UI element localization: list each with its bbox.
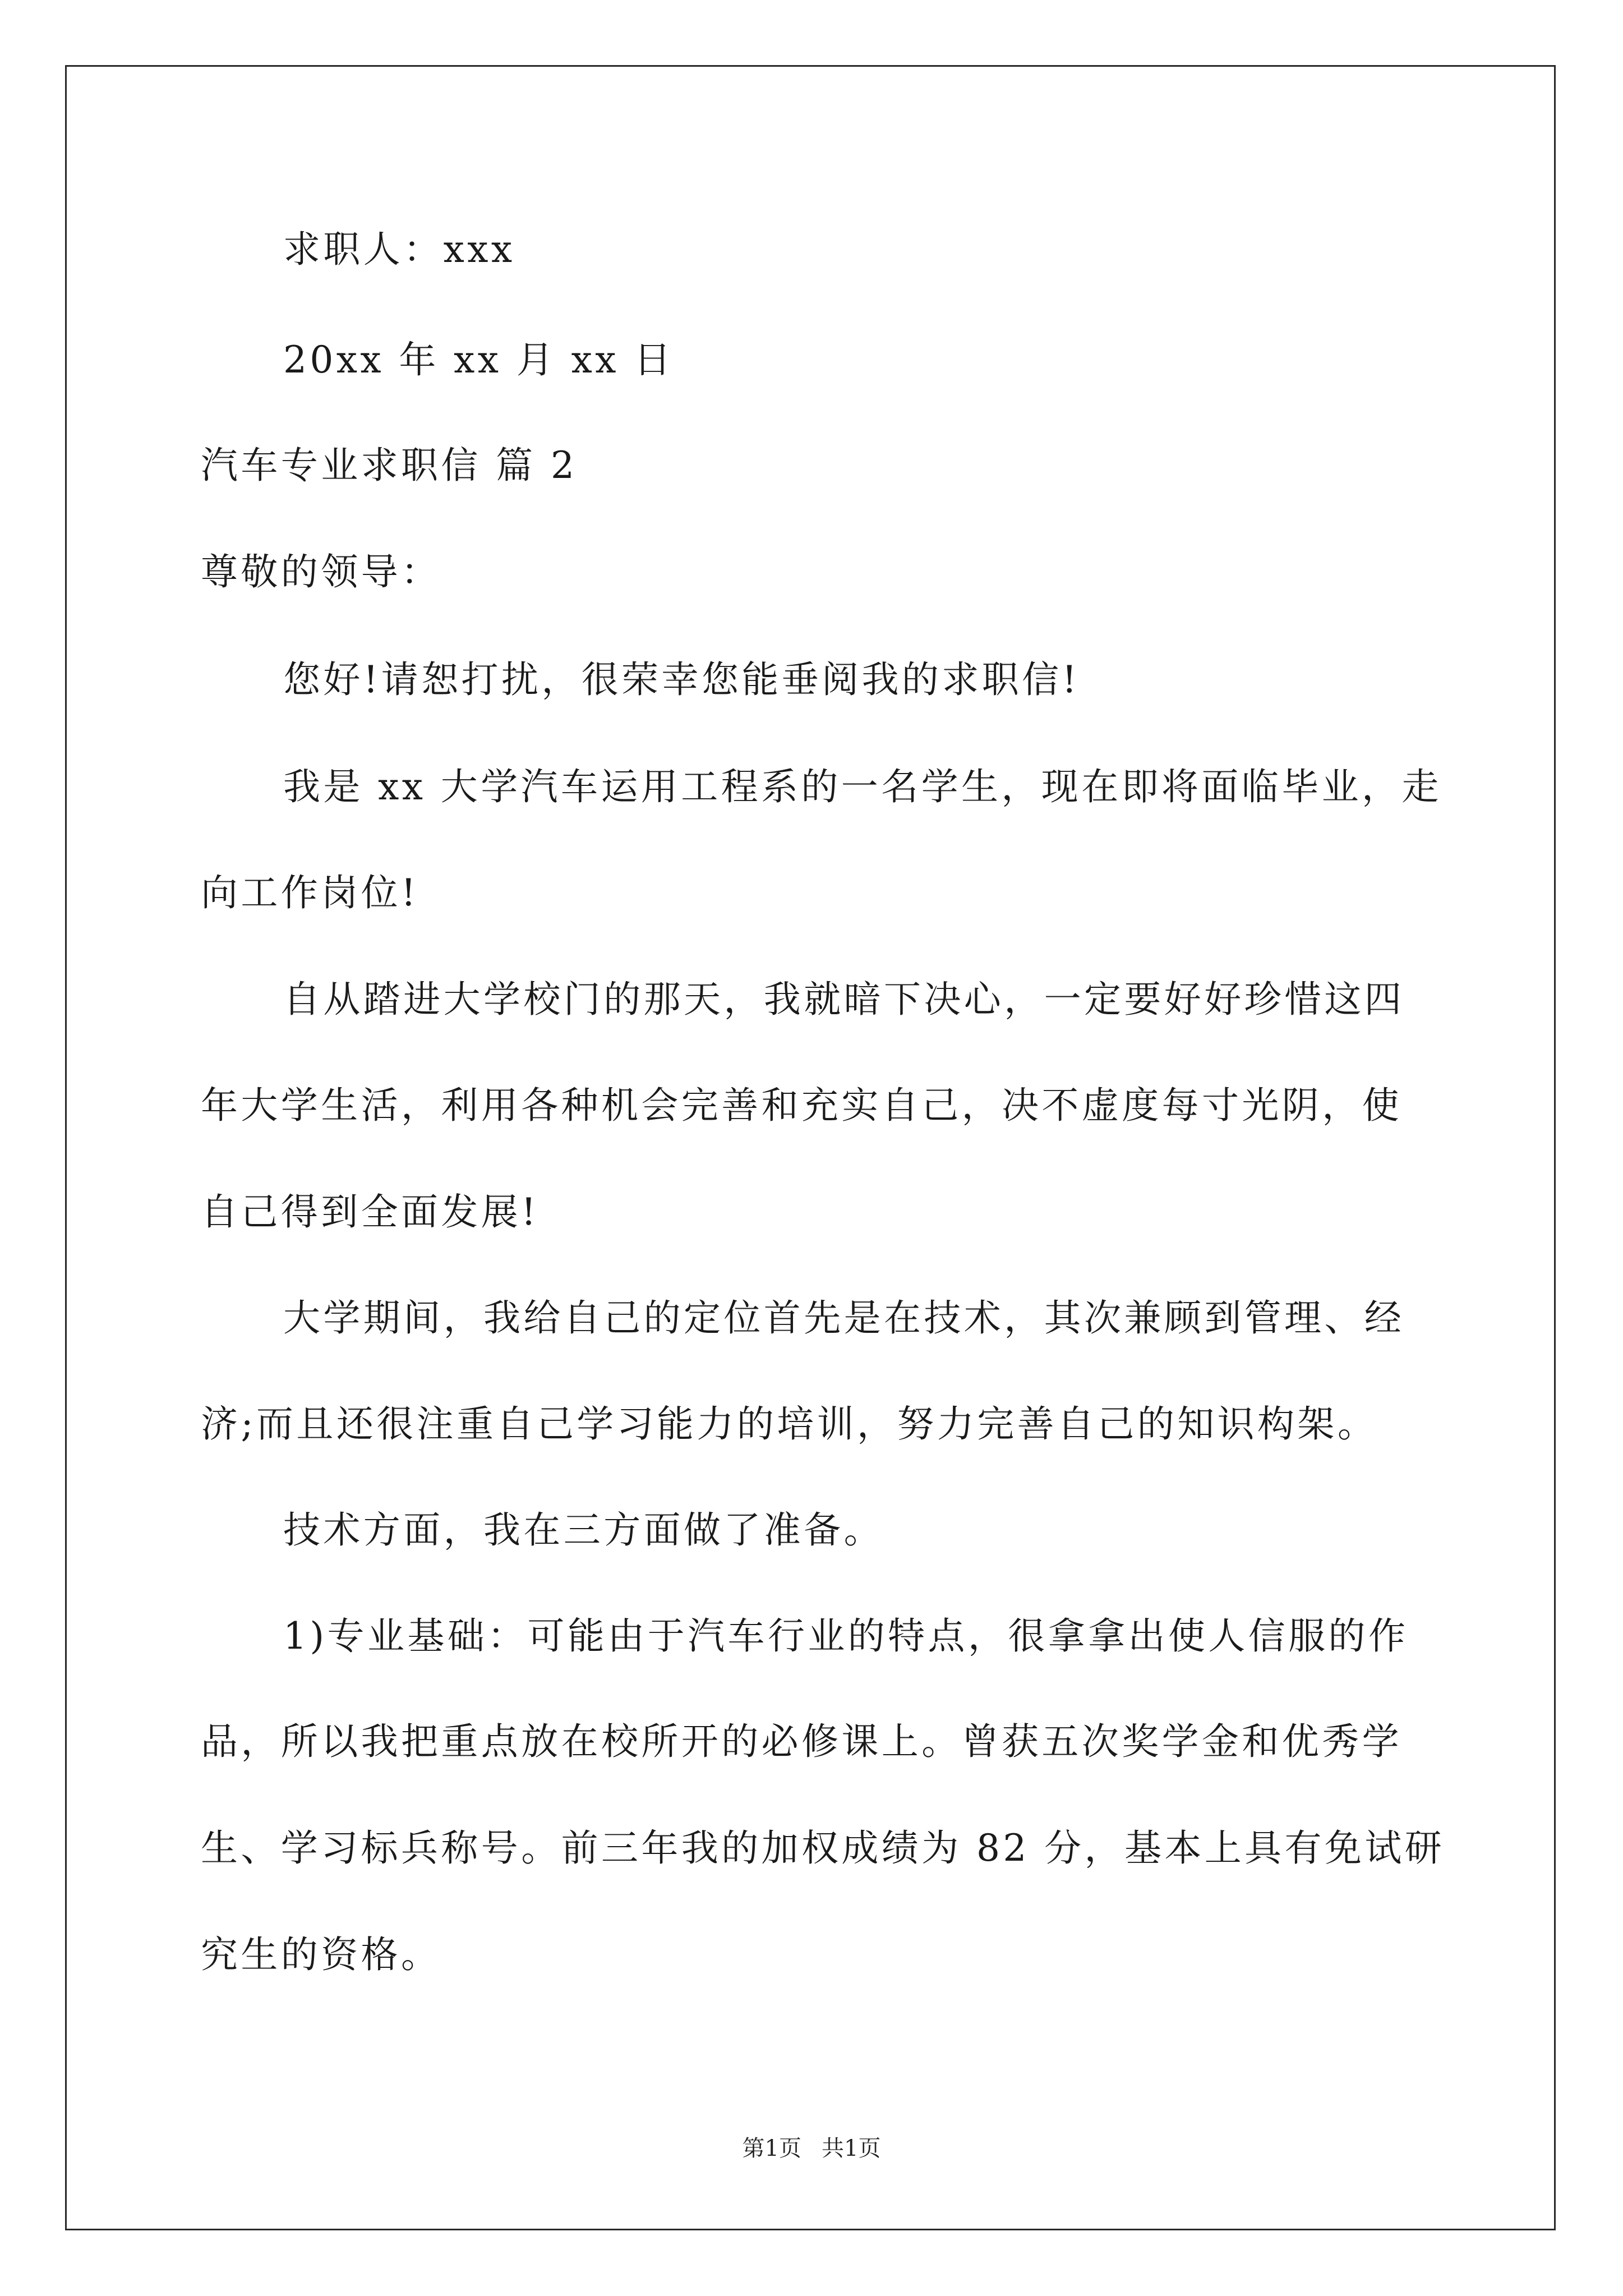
paragraph-line: 究生的资格。: [201, 1933, 441, 1976]
applicant-line: 求职人：xxx: [283, 228, 515, 271]
section-heading: 汽车专业求职信 篇 2: [201, 444, 578, 487]
paragraph-line: 技术方面，我在三方面做了准备。: [283, 1508, 884, 1552]
page-number: 第1页: [742, 2136, 801, 2161]
paragraph-line: 我是 xx 大学汽车运用工程系的一名学生，现在即将面临毕业，走: [283, 765, 1442, 808]
paragraph-line: 生、学习标兵称号。前三年我的加权成绩为 82 分，基本上具有免试研: [201, 1826, 1445, 1870]
paragraph-line: 品，所以我把重点放在校所开的必修课上。曾获五次奖学金和优秀学: [201, 1720, 1402, 1763]
page-footer: [0, 2132, 1623, 2165]
salutation: 尊敬的领导：: [201, 550, 441, 593]
paragraph-line: 向工作岗位!: [201, 871, 419, 914]
date-line: 20xx 年 xx 月 xx 日: [283, 338, 674, 381]
paragraph-line: 1)专业基础：可能由于汽车行业的特点，很拿拿出使人信服的作: [283, 1614, 1409, 1658]
page-border: [65, 65, 1556, 2230]
paragraph-line: 自从踏进大学校门的那天，我就暗下决心，一定要好好珍惜这四: [283, 978, 1405, 1021]
page-total: 共1页: [822, 2136, 881, 2161]
paragraph-line: 大学期间，我给自己的定位首先是在技术，其次兼顾到管理、经: [283, 1296, 1405, 1340]
paragraph-line: 年大学生活，利用各种机会完善和充实自己，决不虚度每寸光阴，使: [201, 1084, 1402, 1127]
paragraph-line: 您好!请恕打扰，很荣幸您能垂阅我的求职信!: [283, 658, 1080, 701]
paragraph-line: 自己得到全面发展!: [201, 1190, 540, 1234]
paragraph-line: 济;而且还很注重自己学习能力的培训，努力完善自己的知识构架。: [201, 1402, 1378, 1446]
